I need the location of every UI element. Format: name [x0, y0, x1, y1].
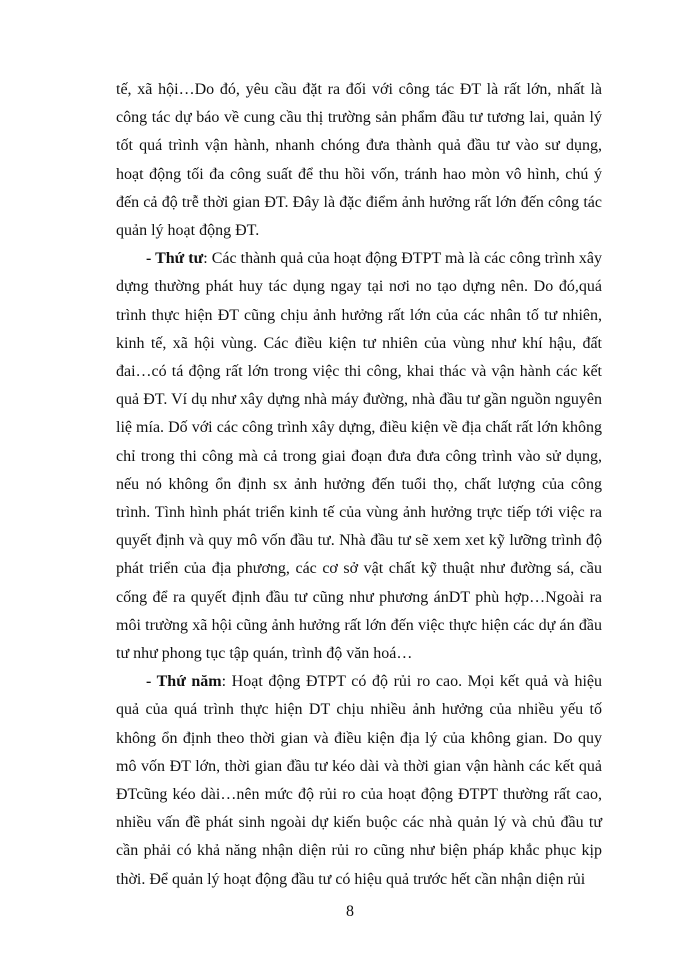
body-text	[116, 76, 602, 894]
paragraph-continuation	[116, 76, 602, 245]
paragraph-thu-tu	[116, 245, 602, 668]
paragraph-text: tế, xã hội…Do đó, yêu cầu đặt ra đối với công tác ĐT là rất lớn, nhất là công tác dự báo về cung cầu thị trường sản phẩm đầu tư tương lai, quản lý tốt quá trình vận hành, nhanh chóng đưa thành quả đầu tư vào sư dụng, hoạt động tối đa công suất để thu hồi vốn, tránh hao mòn vô hình, chú ý đến cả độ trễ thời gian ĐT. Đây là đặc điểm ảnh hưởng rất lớn đến công tác quản lý hoạt động ĐT.	[116, 81, 602, 240]
paragraph-lead: - Thứ tư	[146, 250, 204, 268]
paragraph-text: : Hoạt động ĐTPT có độ rủi ro cao. Mọi kết quả và hiệu quả của quá trình thực hiện DT chịu nhiều ảnh hưởng của nhiều yếu tố không ổn định theo thời gian và điều kiện địa lý của không gian. Do quy mô vốn ĐT lớn, thời gian đầu tư kéo dài và thời gian vận hành các kết quả ĐTcũng kéo dài…nên mức độ rủi ro của hoạt động ĐTPT thường rất cao, nhiều vấn đề phát sinh ngoài dự kiến buộc các nhà quản lý và chủ đầu tư cần phải có khả năng nhận diện rủi ro cũng như biện pháp khắc phục kịp thời. Để quản lý hoạt động đầu tư có hiệu quả trước hết cần nhận diện rủi	[116, 673, 603, 888]
paragraph-lead: - Thứ năm	[146, 673, 222, 691]
paragraph-thu-nam	[116, 668, 602, 894]
paragraph-text: : Các thành quả của hoạt động ĐTPT mà là các công trình xây dựng thường phát huy tác dụng ngay tại nơi no tạo dựng nên. Do đó,quá trình thực hiện ĐT cũng chịu ảnh hưởng rất lớn của các nhân tố tư nhiên, kinh tế, xã hội vùng. Các điều kiện tư nhiên của vùng như khí hậu, đất đai…có tá động rất lớn trong việc thi công, khai thác và vận hành các kết quả ĐT. Ví dụ như xây dựng nhà máy đường, nhà đầu tư gần nguồn nguyên liệ mía. Dố với các công trình xây dựng, điều kiện về địa chất rất lớn không chỉ trong thi công mà cả trong giai đoạn đưa đưa công trình vào sử dụng, nếu nó không ổn định sx ảnh hưởng đến tuổi thọ, chất lượng của công trình. Tình hình phát triển kinh tế của vùng ảnh hưởng trực tiếp tới việc ra quyết định và quy mô vốn đầu tư. Nhà đầu tư sẽ xem xet kỹ lưỡng trình độ phát triển của địa phương, các cơ sở vật chất kỹ thuật như đường sá, cầu cống để ra quyết định đầu tư cũng như phương ánDT phù hợp…Ngoài ra môi trường xã hội cũng ảnh hưởng rất lớn đến việc thực hiện các dự án đầu tư như phong tục tập quán, trình độ văn hoá…	[116, 250, 603, 663]
page-number: 8	[346, 903, 354, 920]
